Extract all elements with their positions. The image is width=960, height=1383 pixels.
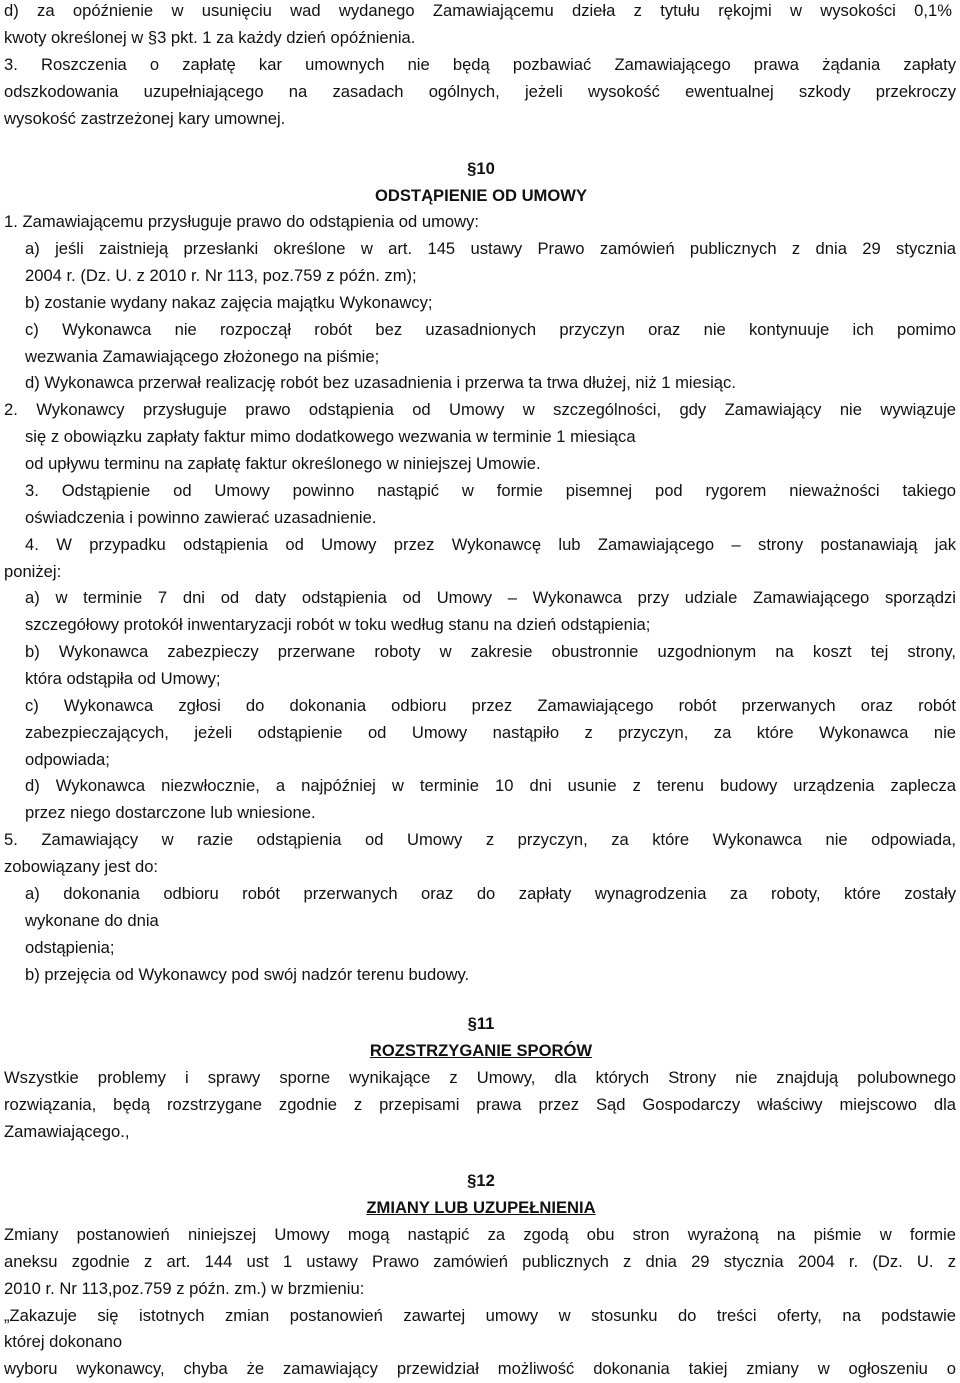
- text-line: się z obowiązku zapłaty faktur mimo dodatkowego wezwania w terminie 1 miesiąca: [25, 427, 636, 446]
- text-line: 3. Odstąpienie od Umowy powinno nastąpić w formie pisemnej pod rygorem nieważności takiego: [25, 481, 956, 500]
- section-number: §10: [467, 159, 495, 178]
- text-line: wezwania Zamawiającego złożonego na piśmie;: [25, 347, 380, 366]
- text-line: d) Wykonawca przerwał realizację robót bez uzasadnienia i przerwa ta trwa dłużej, niż 1 miesiąc.: [25, 373, 736, 392]
- section-title: ZMIANY LUB UZUPEŁNIENIA: [366, 1198, 596, 1217]
- text-line: szczegółowy protokół inwentaryzacji robót w toku według stanu na dzień odstąpienia;: [25, 615, 651, 634]
- text-line: kwoty określonej w §3 pkt. 1 za każdy dzień opóźnienia.: [4, 28, 416, 47]
- text-line: a) dokonania odbioru robót przerwanych oraz do zapłaty wynagrodzenia za roboty, które zostały: [25, 884, 956, 903]
- text-line: Zamawiającego.,: [4, 1122, 130, 1141]
- text-line: przez niego dostarczone lub wniesione.: [25, 803, 316, 822]
- text-line: b) zostanie wydany nakaz zajęcia majątku Wykonawcy;: [25, 293, 433, 312]
- text-line: odstąpienia;: [25, 938, 115, 957]
- section-title: ROZSTRZYGANIE SPORÓW: [369, 1041, 593, 1060]
- text-line: poniżej:: [4, 562, 62, 581]
- text-line: 2010 r. Nr 113,poz.759 z późn. zm.) w brzmieniu:: [4, 1279, 365, 1298]
- text-line: b) przejęcia od Wykonawcy pod swój nadzór terenu budowy.: [25, 965, 470, 984]
- section-title: ODSTĄPIENIE OD UMOWY: [374, 186, 588, 205]
- text-line: od upływu terminu na zapłatę faktur określonego w niniejszej Umowie.: [25, 454, 541, 473]
- text-line: Zmiany postanowień niniejszej Umowy mogą nastąpić za zgodą obu stron wyrażoną na piśmie w formie: [4, 1225, 956, 1244]
- text-line: wyboru wykonawcy, chyba że zamawiający przewidział możliwość dokonania takiej zmiany w ogłoszeniu o: [4, 1359, 956, 1378]
- text-line: rozwiązania, będą rozstrzygane zgodnie z przepisami prawa przez Sąd Gospodarczy właściwy miejscowo dla: [4, 1095, 956, 1114]
- text-line: 2. Wykonawcy przysługuje prawo odstąpienia od Umowy w szczególności, gdy Zamawiający nie wywiązuje: [4, 400, 956, 419]
- text-line: b) Wykonawca zabezpieczy przerwane roboty w zakresie obustronnie uzgodnionym na koszt tej strony,: [25, 642, 956, 661]
- text-line: zabezpieczających, jeżeli odstąpienie od Umowy nastąpiło z przyczyn, za które Wykonawca nie: [25, 723, 956, 742]
- text-line: 3. Roszczenia o zapłatę kar umownych nie będą pozbawiać Zamawiającego prawa żądania zapłaty: [4, 55, 956, 74]
- text-line: zobowiązany jest do:: [4, 857, 159, 876]
- text-line: c) Wykonawca zgłosi do dokonania odbioru przez Zamawiającego robót przerwanych oraz robót: [25, 696, 956, 715]
- text-line: odszkodowania uzupełniającego na zasadach ogólnych, jeżeli wysokość ewentualnej szkody przekroczy: [4, 82, 956, 101]
- text-line: 5. Zamawiający w razie odstąpienia od Umowy z przyczyn, za które Wykonawca nie odpowiada,: [4, 830, 956, 849]
- text-line: d) Wykonawca niezwłocznie, a najpóźniej w terminie 10 dni usunie z terenu budowy urządzenia zaplecza: [25, 776, 956, 795]
- text-line: która odstąpiła od Umowy;: [25, 669, 221, 688]
- text-line: a) w terminie 7 dni od daty odstąpienia od Umowy – Wykonawca przy udziale Zamawiającego sporządzi: [25, 588, 956, 607]
- text-line: d) za opóźnienie w usunięciu wad wydanego Zamawiającemu dzieła z tytułu rękojmi w wysokości 0,1%: [4, 1, 952, 20]
- text-line: oświadczenia i powinno zawierać uzasadnienie.: [25, 508, 377, 527]
- text-line: aneksu zgodnie z art. 144 ust 1 ustawy Prawo zamówień publicznych z dnia 29 stycznia 2004 r. (Dz. U. z: [4, 1252, 956, 1271]
- text-line: a) jeśli zaistnieją przesłanki określone w art. 145 ustawy Prawo zamówień publicznych z dnia 29 stycznia: [25, 239, 956, 258]
- text-line: 2004 r. (Dz. U. z 2010 r. Nr 113, poz.759 z późn. zm);: [25, 266, 417, 285]
- text-line: której dokonano: [4, 1332, 123, 1351]
- text-line: wykonane do dnia: [25, 911, 159, 930]
- text-line: c) Wykonawca nie rozpoczął robót bez uzasadnionych przyczyn oraz nie kontynuuje ich pomimo: [25, 320, 956, 339]
- text-line: Wszystkie problemy i sprawy sporne wynikające z Umowy, dla których Strony nie znajdują polubownego: [4, 1068, 956, 1087]
- section-number: §11: [467, 1014, 495, 1033]
- text-line: 4. W przypadku odstąpienia od Umowy przez Wykonawcę lub Zamawiającego – strony postanawiają jak: [25, 535, 956, 554]
- text-line: „Zakazuje się istotnych zmian postanowień zawartej umowy w stosunku do treści oferty, na podstawie: [4, 1306, 956, 1325]
- text-line: wysokość zastrzeżonej kary umownej.: [4, 109, 286, 128]
- section-number: §12: [467, 1171, 495, 1190]
- text-line: odpowiada;: [25, 750, 110, 769]
- text-line: 1. Zamawiającemu przysługuje prawo do odstąpienia od umowy:: [4, 212, 480, 231]
